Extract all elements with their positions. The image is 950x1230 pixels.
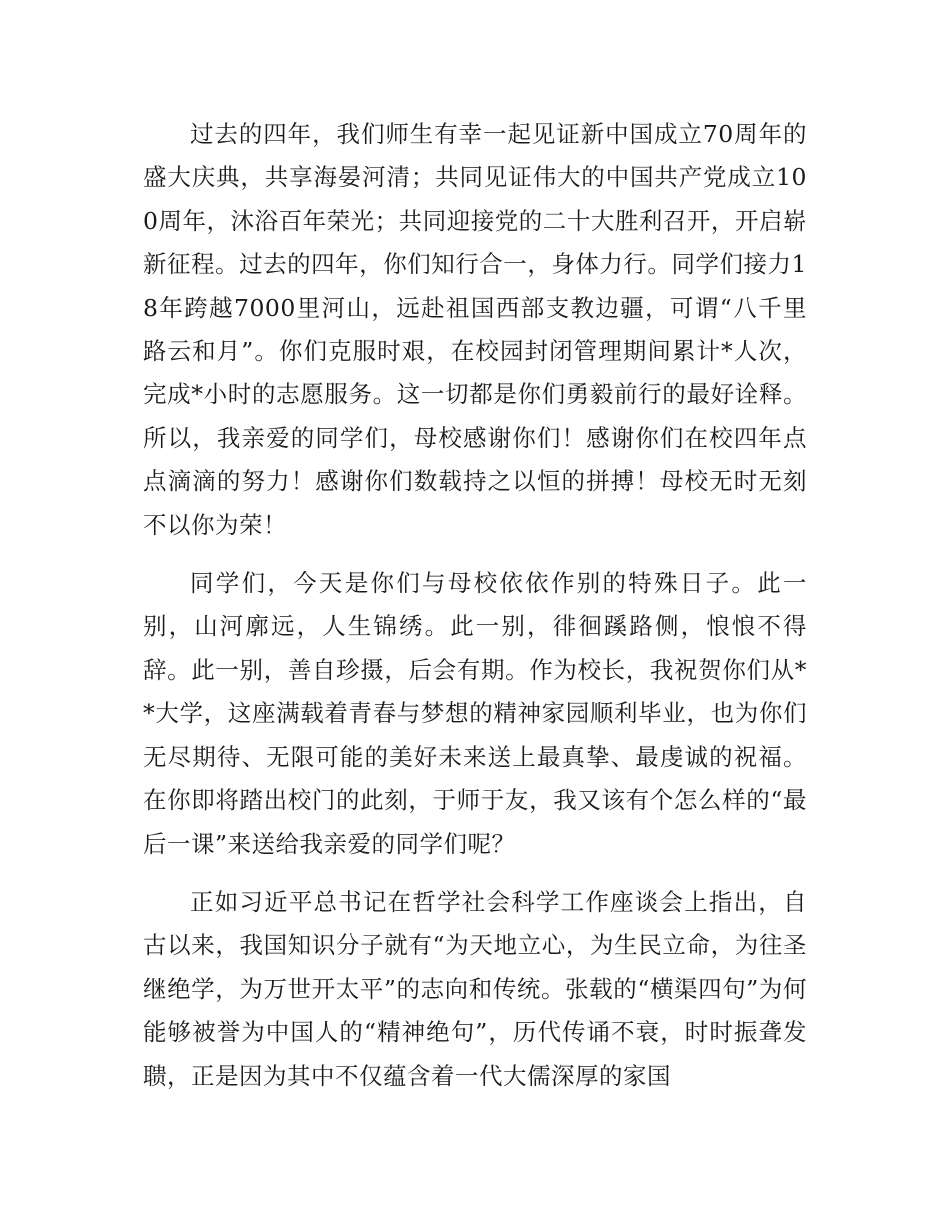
paragraph-hengqu-four-sentences: 正如习近平总书记在哲学社会科学工作座谈会上指出，自古以来，我国知识分子就有“为天地立心，为生民立命，为往圣继绝学，为万世开太平”的志向和传统。张载的“横渠四句”为何能够被誉为中国人的“精神绝句”，历代传诵不衰，时时振聋发聩，正是因为其中不仅蕴含着一代大儒深厚的家国: [143, 887, 807, 1090]
paragraph-farewell: 同学们，今天是你们与母校依依作别的特殊日子。此一别，山河廓远，人生锦绣。此一别，徘徊蹊路侧，悢悢不得辞。此一别，善自珍摄，后会有期。作为校长，我祝贺你们从**大学，这座满载着青春与梦想的精神家园顺利毕业，也为你们无尽期待、无限可能的美好未来送上最真挚、最虔诚的祝福。在你即将踏出校门的此刻，于师于友，我又该有个怎么样的“最后一课”来送给我亲爱的同学们呢？: [143, 569, 807, 858]
document-body: [143, 113, 807, 1113]
paragraph-four-years: 过去的四年，我们师生有幸一起见证新中国成立70周年的盛大庆典，共享海晏河清；共同见证伟大的中国共产党成立100周年，沐浴百年荣光；共同迎接党的二十大胜利召开，开启崭新征程。过去的四年，你们知行合一，身体力行。同学们接力18年跨越7000里河山，远赴祖国西部支教边疆，可谓“八千里路云和月”。你们克服时艰，在校园封闭管理期间累计*人次，完成*小时的志愿服务。这一切都是你们勇毅前行的最好诠释。所以，我亲爱的同学们，母校感谢你们！感谢你们在校四年点点滴滴的努力！感谢你们数载持之以恒的拼搏！母校无时无刻不以你为荣！: [143, 120, 807, 539]
